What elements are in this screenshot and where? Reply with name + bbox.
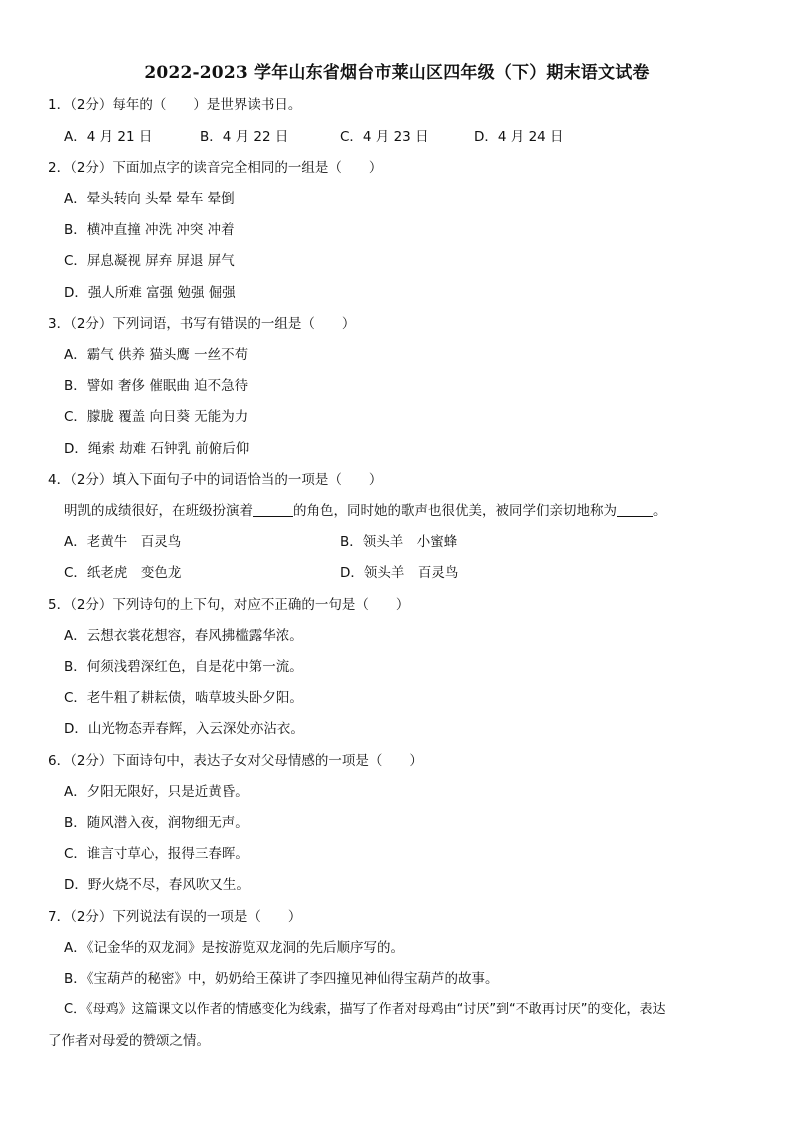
question-5-option-c: C．老牛粗了耕耘债，啮草坡头卧夕阳。 [64, 690, 303, 706]
question-7-option-a: A．《记金华的双龙洞》是按游览双龙洞的先后顺序写的。 [64, 940, 404, 956]
question-4-sentence [64, 502, 667, 520]
question-6-option-c: C．谁言寸草心，报得三春晖。 [64, 846, 249, 862]
sentence-part-1: 明凯的成绩很好，在班级扮演着 [64, 503, 253, 519]
question-7-stem: 7．（2分）下列说法有误的一项是（ ） [48, 909, 302, 925]
option-c: C．4 月 23 日 [340, 129, 429, 145]
question-3-option-d: D．绳索 劫难 石钟乳 前俯后仰 [64, 441, 250, 457]
question-2-stem: 2．（2分）下面加点字的读音完全相同的一组是（ ） [48, 160, 383, 176]
question-2-option-c: C．屏息凝视 屏弃 屏退 屏气 [64, 253, 235, 269]
option-a: A．4 月 21 日 [64, 129, 153, 145]
question-6-stem: 6．（2分）下面诗句中，表达子女对父母情感的一项是（ ） [48, 753, 423, 769]
sentence-end: 。 [653, 503, 667, 519]
option-d: D．4 月 24 日 [474, 129, 564, 145]
question-7-option-c-line-2: 了作者对母爱的赞颂之情。 [48, 1033, 210, 1049]
question-3-option-b: B．譬如 奢侈 催眠曲 迫不急待 [64, 378, 249, 394]
question-3-stem: 3．（2分）下列词语，书写有错误的一组是（ ） [48, 316, 356, 332]
question-6-option-d: D．野火烧不尽，春风吹又生。 [64, 877, 250, 893]
question-7-option-c-line-1: C．《母鸡》这篇课文以作者的情感变化为线索，描写了作者对母鸡由“讨厌”到“不敢再讨厌”的变化，表达 [64, 1002, 666, 1017]
question-3-option-a: A．霸气 供养 猫头鹰 一丝不苟 [64, 347, 249, 363]
question-6-option-b: B．随风潜入夜，润物细无声。 [64, 815, 249, 831]
question-4-option-c: C．纸老虎 变色龙 [64, 565, 182, 581]
question-5-option-b: B．何须浅碧深红色，自是花中第一流。 [64, 659, 303, 675]
answer-blank-1 [253, 503, 293, 517]
question-5-stem: 5．（2分）下列诗句的上下句，对应不正确的一句是（ ） [48, 597, 410, 613]
answer-blank-2 [617, 503, 653, 517]
question-5-option-d: D．山光物态弄春辉，入云深处亦沾衣。 [64, 721, 304, 737]
question-4-stem: 4．（2分）填入下面句子中的词语恰当的一项是（ ） [48, 472, 383, 488]
question-4-option-b: B．领头羊 小蜜蜂 [340, 534, 458, 550]
question-2-option-d: D．强人所难 富强 勉强 倔强 [64, 285, 236, 301]
question-5-option-a: A．云想衣裳花想容，春风拂槛露华浓。 [64, 628, 303, 644]
question-4-option-d: D．领头羊 百灵鸟 [340, 565, 459, 581]
question-2-option-a: A．晕头转向 头晕 晕车 晕倒 [64, 191, 235, 207]
question-4-option-a: A．老黄牛 百灵鸟 [64, 534, 182, 550]
question-3-option-c: C．朦胧 覆盖 向日葵 无能为力 [64, 409, 249, 425]
sentence-part-2: 的角色，同时她的歌声也很优美，被同学们亲切地称为 [293, 503, 617, 519]
question-7-option-b: B．《宝葫芦的秘密》中，奶奶给王葆讲了李四撞见神仙得宝葫芦的故事。 [64, 971, 499, 987]
question-2-option-b: B．横冲直撞 冲洗 冲突 冲着 [64, 222, 235, 238]
option-b: B．4 月 22 日 [200, 129, 289, 145]
question-1-stem: 1．（2分）每年的（ ）是世界读书日。 [48, 97, 302, 113]
question-6-option-a: A．夕阳无限好，只是近黄昏。 [64, 784, 249, 800]
exam-title: 2022-2023 学年山东省烟台市莱山区四年级（下）期末语文试卷 [144, 63, 650, 83]
